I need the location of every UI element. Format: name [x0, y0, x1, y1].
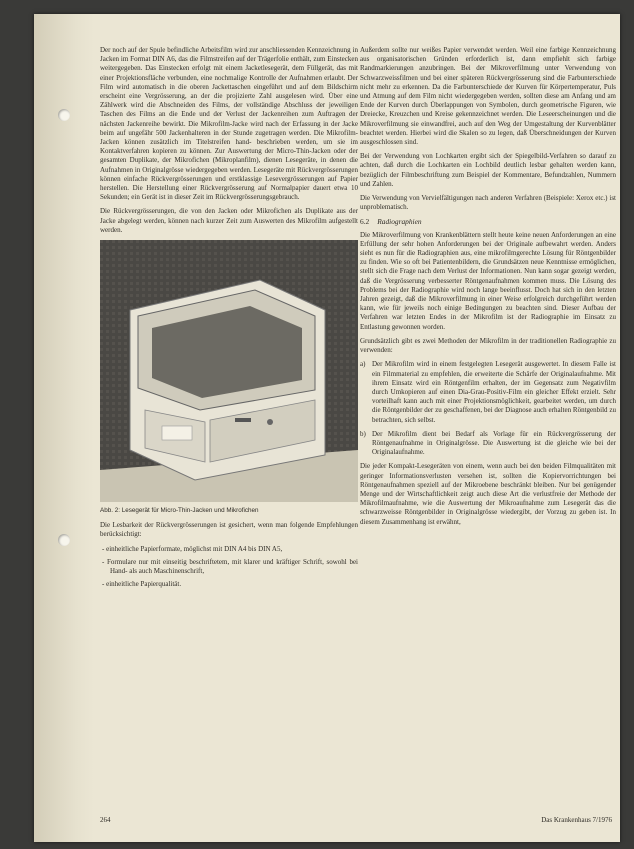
- body-paragraph: Die Mikroverfilmung von Krankenblättern stellt heute keine neuen Anforderungen an eine Erfüllung der sehr hohen Anforderungen bei der Originale aufbewahrt werden. Anders sieht es nun für die Radiographien aus, eine mikrofilmgerechte Lösung für Röntgenbilder zu finden. Wie so oft bei Patientenbildern, die Grundsätzen neue Kenntnisse ermöglichen, stellt sich die Frage nach dem Verlust der Informationen. Nun kann sogar gezeigt werden, daß die Vergrösserung verbesserter Röntgenaufnahmen kommen muss. Die Lösung des Problems bei der Radiographie wird noch lange beeinflusst. Doch hat sich in den letzten Jahren gezeigt, daß die Mikroverfilmung in einer Weise erfolgreich durchgeführt werden kann, wie für jeweils noch einige Bedingungen zu beachten sind. Dieser Aufbau der Verfahren war letzten Endes in der Mikrofilm ist der Radiographie im Einsatz zu Entlastung gewonnen worden.: [360, 230, 616, 331]
- document-page: [34, 14, 620, 842]
- punch-hole: [58, 534, 70, 546]
- figure-caption: Abb. 2: Lesegerät für Micro-Thin-Jacken und Mikrofichen: [100, 507, 259, 515]
- body-paragraph: Die jeder Kompakt-Lesegeräten von einem, wenn auch bei den beiden Filmqualitäten mit geringer Informationsverlusten versehen ist, sollten die Kopiervorrichtungen bei Röntgenaufnahmen speziell auf der Mikroebene beschränkt bleiben. Nur bei genügender Menge und der Wirtschaftlichkeit zeigt auch diese Art die verlustfreie der Methode der Mikrofilmaufnahme, wie die Auswertung der Mikroaufnahme zum Lesegerät das die schwarzweisse Röntgenbilder in Originalgrösse wiedergibt, der Vorzug zu geben ist. In diesem Zusammenhang ist erwähnt,: [360, 462, 616, 526]
- page-number: 264: [100, 816, 111, 824]
- list-item-text: Der Mikrofilm wird in einem festgelegten Lesegerät ausgewertet. In diesem Falle ist ein Filmmaterial zu empfehlen, die erweiterte die Schärfe der Originalaufnahme. Mit ihrem Einsatz wird ein Röntgenfilm erhalten, der im Gegensatz zum Negativfilm durch Umkopieren auf einen Dia-Grau-Positiv-Film ein gleicher Effekt erzielt. Sehr vorteilhaft kann auch mit einer Projektionsmöglichkeit, gearbeitet werden, um durch die Röntgenbilder der zu geschaffenen, bei der Diagnose auch erhalten Röntgenbild zu betrachten, sich selbst.: [372, 360, 616, 424]
- list-item-text: Der Mikrofilm dient bei Bedarf als Vorlage für ein Rückvergrösserung der Röntgenaufnahme in Originalgrösse. Die Auswertung ist die gleiche wie bei der Originalaufnahme.: [372, 429, 616, 457]
- reader-device-illustration: [100, 240, 358, 502]
- list-item: [360, 429, 616, 458]
- body-paragraph: Bei der Verwendung von Lochkarten ergibt sich der Spiegelbild-Verfahren so darauf zu achten, daß durch die Lochkarten ein Lochbild deutlich lesbar gehalten werden kann, bezüglich der Filmbeschriftung zum Beispiel der Kommentare, Befundzahlen, Nummern und Zahlen.: [360, 152, 616, 188]
- journal-reference: Das Krankenhaus 7/1976: [541, 816, 612, 824]
- body-paragraph: Die Lesbarkeit der Rückvergrösserungen ist gesichert, wenn man folgende Empfehlungen berücksichtigt:: [100, 521, 358, 539]
- section-title: Radiographien: [377, 217, 422, 227]
- list-item-label: a): [360, 360, 366, 369]
- reader-device-photo: [100, 240, 358, 502]
- list-item: [360, 360, 616, 424]
- body-paragraph: Grundsätzlich gibt es zwei Methoden der Mikrofilm in der traditionellen Radiographie zu verwenden:: [360, 336, 616, 355]
- body-paragraph: Außerdem sollte nur weißes Papier verwendet werden. Weil eine farbige Kennzeichnung aus organisatorischen Gründen erforderlich ist, dann empfiehlt sich farbige Randmarkierungen anzubringen. Bei der Mikroverfilmung unter Verwendung von Schwarzweissfilmen und bei einer späteren Rückvergrösserung sind die Farbunterschiede nicht mehr zu erkennen. Da die Farbunterschiede der Kurven für Körpertemperatur, Puls und Atmung auf dem Film nicht wiedergegeben werden, sollten diese am Anfang und am Ende der Kurven durch Überlappungen von Symbolen, durch geometrische Figuren, wie Dreiecke, Kreuzchen und Kreise gekennzeichnet werden. Die Leseerscheinungen und die Mikroverfilmung sie einwandfrei, auch auf den Weg der Umgestaltung der Kurvenblätter beachtet werden. Hierbei wird die Skalen so zu legen, daß Überschneidungen der Kurven ausgeschlossen sind.: [360, 46, 616, 147]
- punch-hole: [58, 109, 70, 121]
- right-column: [360, 46, 616, 532]
- section-number: 6.2: [360, 217, 370, 227]
- binding-gutter: [34, 14, 94, 842]
- body-paragraph: Die Verwendung von Vervielfältigungen nach anderen Verfahren (Beispiele: Xerox etc.) ist unproblematisch.: [360, 194, 616, 212]
- section-heading: [360, 217, 616, 226]
- list-item: - einheitliche Papierformate, möglichst mit DIN A4 bis DIN A5,: [102, 544, 283, 553]
- left-column: [100, 46, 358, 593]
- body-paragraph: Die Rückvergrösserungen, die von den Jacken oder Mikrofichen als Duplikate aus der Jacke abgelegt werden, können nach kurzer Zeit zum Auswerten des Mikrofilm aufgestellt werden.: [100, 207, 358, 234]
- body-paragraph: Der noch auf der Spule befindliche Arbeitsfilm wird zur anschliessenden Kennzeichnung in Jacken im Format DIN A6, das die Filmstreifen auf der Trägerfolie enthält, zum Einstecken weitergegeben. Das Einstecken erfolgt mit einem Jacketlesegerät, dem Füllgerät, das mit einer Projektionsfläche verbunden, eine nochmalige Kontrolle der Aufnahmen erlaubt. Der Film wird automatisch in die oberen Jackettaschen eingeführt und auf dem Bildschirm erscheint eine Vergrösserung, an der die projizierte Zahl ausgelesen wird. Über eine Zählwerk wird die Abschneiden des Films, der vollständige Abschluss der jeweiligen Taschen des Films an die Ende und der Verlust der Jackenreihen zum Auftragen der nächsten Jackenreihe bewirkt. Die Mikrofilm-Jacke wird nach der Erfassung in der Jacke beim auf ungefähr 500 Jackenhalteren in der Stunde zugetragen werden. Die Mikrofilm-Jacken können zusätzlich im Titelstreifen hand- beschrieben werden, um sie im Kontaktverfahren kopieren zu können. Zur Auswertung der Micro-Thin-Jacken oder der gesamten Duplikate, der Mikrofichen (Mikroplanfilm), dienen Lesegeräte, in denen die Aufnahmen in Originalgrösse wiedergegeben werden. Lesegeräte mit Rückvergrösserungen können einfache Rückvergrösserungen und erstklassige Lesevergrösserungen auf Papier herstellen. Die Herstellung einer Rückvergrösserung auf Normalpapier dauert etwa 10 Sekunden; ein Gerät ist in dieser Zeit im Rückvergrösserungsgebrauch.: [100, 46, 358, 202]
- list-item: - Formulare nur mit einseitig beschriftetem, mit klarer und kräftiger Schrift, sowohl bei Hand- als auch Maschinenschrift,: [102, 557, 358, 576]
- list-item-label: b): [360, 429, 366, 438]
- list-item: - einheitliche Papierqualität.: [102, 580, 182, 589]
